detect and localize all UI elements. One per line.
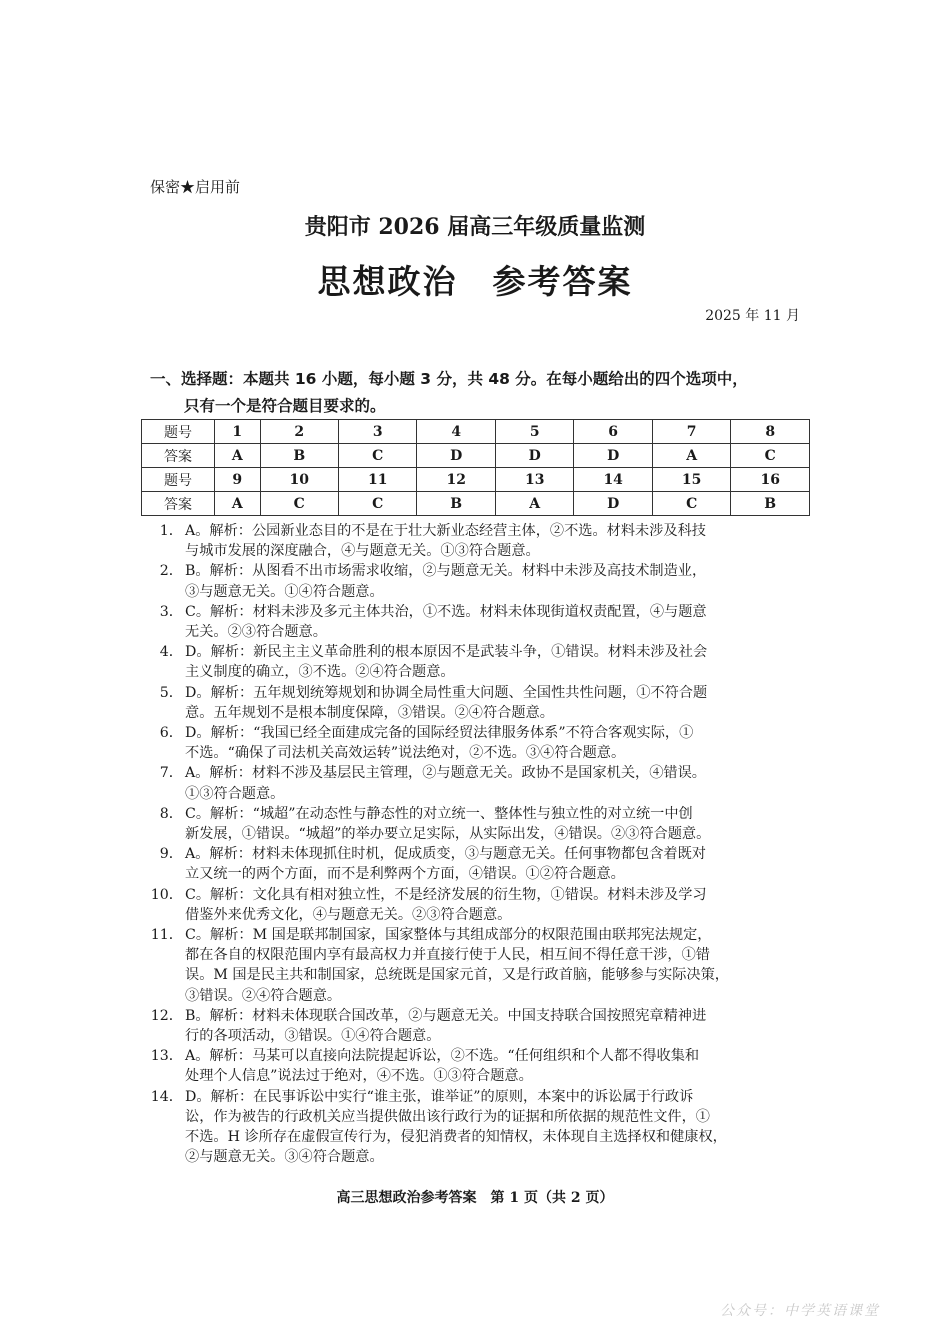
table-row — [142, 420, 810, 444]
explanation-line: 借鉴外来优秀文化，④与题意无关。②③符合题意。 — [185, 906, 512, 923]
explanation-line: D。解析：五年规划统筹规划和协调全局性重大问题、全国性共性问题，①不符合题 — [185, 684, 708, 701]
answer-cell: D — [574, 444, 652, 468]
explanation-line: ②与题意无关。③④符合题意。 — [185, 1149, 384, 1166]
explanation-item — [150, 602, 815, 642]
explanation-line: 与城市发展的深度融合，④与题意无关。①③符合题意。 — [185, 543, 540, 560]
explanation-line: D。解析：在民事诉讼中实行“谁主张，谁举证”的原则，本案中的诉讼属于行政诉 — [185, 1088, 694, 1105]
explanation-line: A。解析：公园新业态目的不是在于壮大新业态经营主体，②不选。材料未涉及科技 — [185, 523, 706, 539]
explanation-text — [183, 885, 815, 925]
answer-cell: A — [215, 492, 261, 516]
explanation-line: 不选。H 诊所存在虚假宣传行为，侵犯消费者的知情权，未体现自主选择权和健康权， — [185, 1129, 727, 1146]
explanation-line: D。解析：新民主主义革命胜利的根本原因不是武装斗争，①错误。材料未涉及社会 — [185, 644, 708, 661]
explanation-text — [183, 683, 815, 723]
explanation-text — [183, 602, 815, 642]
answer-cell: C — [652, 492, 730, 516]
answer-cell: B — [417, 492, 495, 516]
explanation-number: 1． — [159, 523, 183, 539]
explanation-number: 14． — [150, 1088, 183, 1105]
answer-cell: D — [495, 444, 573, 468]
question-number-cell: 14 — [574, 468, 652, 492]
question-number-cell: 2 — [260, 420, 338, 444]
section-heading-line1: 一、选择题：本题共 16 小题，每小题 3 分，共 48 分。在每小题给出的四个选项中， — [150, 370, 748, 388]
explanation-text — [183, 804, 815, 844]
number-label-cell: 题号 — [142, 468, 215, 492]
answer-cell: A — [652, 444, 730, 468]
question-number-cell: 11 — [338, 468, 416, 492]
page-footer: 高三思想政治参考答案 第 1 页（共 2 页） — [336, 1190, 614, 1206]
answer-cell: B — [731, 492, 810, 516]
explanation-item — [150, 521, 815, 561]
explanation-number: 9． — [159, 846, 183, 863]
subject-title: 思想政治 参考答案 — [317, 262, 633, 301]
question-number-cell: 7 — [652, 420, 730, 444]
answer-label-cell: 答案 — [142, 444, 215, 468]
answer-cell: D — [417, 444, 495, 468]
exam-title: 贵阳市 2026 届高三年级质量监测 — [304, 214, 646, 240]
exam-date: 2025 年 11 月 — [705, 308, 800, 324]
explanation-text — [183, 1087, 815, 1168]
question-number-cell: 16 — [731, 468, 810, 492]
question-number-cell: 12 — [417, 468, 495, 492]
explanation-text — [183, 723, 815, 763]
question-number-cell: 5 — [495, 420, 573, 444]
explanation-text — [183, 561, 815, 601]
answer-cell: B — [260, 444, 338, 468]
explanation-number: 10． — [150, 886, 183, 903]
explanation-line: C。解析：材料未涉及多元主体共治，①不选。材料未体现街道权责配置，④与题意 — [185, 603, 707, 620]
explanation-item — [150, 925, 815, 1006]
question-number-cell: 1 — [215, 420, 261, 444]
explanation-number: 12． — [150, 1007, 183, 1024]
explanation-number: 3． — [159, 603, 183, 620]
confidential-label: 保密★启用前 — [150, 178, 241, 196]
explanation-line: ③错误。②④符合题意。 — [185, 987, 342, 1004]
explanation-number: 4． — [159, 644, 183, 661]
explanation-line: A。解析：马某可以直接向法院提起诉讼，②不选。“任何组织和个人都不得收集和 — [185, 1048, 700, 1065]
explanation-line: 行的各项活动，③错误。①④符合题意。 — [185, 1028, 441, 1045]
explanation-line: C。解析：“城超”在动态性与静态性的对立统一、整体性与独立性的对立统一中创 — [185, 805, 693, 822]
question-number-cell: 6 — [574, 420, 652, 444]
table-row — [142, 444, 810, 468]
explanation-line: 不选。“确保了司法机关高效运转”说法绝对，②不选。③④符合题意。 — [185, 745, 626, 762]
explanation-line: 新发展，①错误。“城超”的举办要立足实际，从实际出发，④错误。②③符合题意。 — [185, 826, 711, 843]
explanation-list — [150, 521, 815, 1168]
explanation-line: 主义制度的确立，③不选。②④符合题意。 — [185, 664, 455, 681]
answer-cell: C — [731, 444, 810, 468]
answer-table — [141, 419, 810, 516]
explanation-item — [150, 1006, 815, 1046]
explanation-text — [183, 521, 815, 561]
answer-cell: D — [574, 492, 652, 516]
question-number-cell: 10 — [260, 468, 338, 492]
explanation-item — [150, 844, 815, 884]
explanation-line: 都在各自的权限范围内享有最高权力并直接行使于人民，相互间不得任意干涉，①错 — [185, 947, 710, 964]
question-number-cell: 4 — [417, 420, 495, 444]
explanation-item — [150, 683, 815, 723]
table-row — [142, 468, 810, 492]
explanation-item — [150, 804, 815, 844]
question-number-cell: 15 — [652, 468, 730, 492]
answer-cell: A — [215, 444, 261, 468]
explanation-item — [150, 723, 815, 763]
explanation-item — [150, 561, 815, 601]
answer-cell: A — [495, 492, 573, 516]
explanation-number: 7． — [159, 765, 183, 782]
explanation-line: 讼，作为被告的行政机关应当提供做出该行政行为的证据和所依据的规范性文件，① — [185, 1108, 710, 1125]
explanation-text — [183, 642, 815, 682]
explanation-text — [183, 844, 815, 884]
question-number-cell: 3 — [338, 420, 416, 444]
explanation-line: ③与题意无关。①④符合题意。 — [185, 583, 384, 600]
explanation-line: 处理个人信息”说法过于绝对，④不选。①③符合题意。 — [185, 1068, 533, 1085]
explanation-line: 误。M 国是民主共和制国家，总统既是国家元首，又是行政首脑，能够参与实际决策， — [185, 967, 729, 984]
answer-cell: C — [338, 492, 416, 516]
explanation-item — [150, 1046, 815, 1086]
explanation-text — [183, 1006, 815, 1046]
explanation-number: 13． — [150, 1048, 183, 1065]
explanation-number: 8． — [159, 805, 183, 822]
explanation-line: B。解析：从图看不出市场需求收缩，②与题意无关。材料中未涉及高技术制造业， — [185, 563, 707, 580]
explanation-item — [150, 1087, 815, 1168]
explanation-line: C。解析：文化具有相对独立性，不是经济发展的衍生物，①错误。材料未涉及学习 — [185, 886, 707, 903]
answer-label-cell: 答案 — [142, 492, 215, 516]
explanation-line: 意。五年规划不是根本制度保障，③错误。②④符合题意。 — [185, 704, 554, 721]
section-heading — [150, 366, 810, 420]
explanation-item — [150, 763, 815, 803]
question-number-cell: 13 — [495, 468, 573, 492]
explanation-number: 2． — [159, 563, 183, 580]
explanation-number: 11． — [150, 927, 183, 944]
explanation-text — [183, 763, 815, 803]
explanation-text — [183, 925, 815, 1006]
explanation-line: A。解析：材料不涉及基层民主管理，②与题意无关。政协不是国家机关，④错误。 — [185, 765, 706, 782]
answer-cell: C — [338, 444, 416, 468]
answer-cell: C — [260, 492, 338, 516]
explanation-line: B。解析：材料未体现联合国改革，②与题意无关。中国支持联合国按照宪章精神进 — [185, 1007, 707, 1024]
number-label-cell: 题号 — [142, 420, 215, 444]
explanation-item — [150, 642, 815, 682]
explanation-item — [150, 885, 815, 925]
question-number-cell: 9 — [215, 468, 261, 492]
explanation-number: 6． — [159, 725, 183, 742]
section-heading-line2: 只有一个是符合题目要求的。 — [184, 397, 386, 415]
table-row — [142, 492, 810, 516]
question-number-cell: 8 — [731, 420, 810, 444]
explanation-line: 无关。②③符合题意。 — [185, 624, 327, 641]
explanation-number: 5． — [159, 684, 183, 701]
explanation-line: ①③符合题意。 — [185, 785, 285, 802]
explanation-line: C。解析：M 国是联邦制国家，国家整体与其组成部分的权限范围由联邦宪法规定， — [185, 927, 712, 944]
explanation-line: 立又统一的两个方面，而不是利弊两个方面，④错误。①②符合题意。 — [185, 866, 625, 883]
explanation-line: D。解析：“我国已经全面建成完备的国际经贸法律服务体系”不符合客观实际，① — [185, 725, 694, 742]
explanation-text — [183, 1046, 815, 1086]
explanation-line: A。解析：材料未体现抓住时机，促成质变，③与题意无关。任何事物都包含着既对 — [185, 846, 706, 863]
watermark: 公众号：中学英语课堂 — [720, 1303, 880, 1319]
